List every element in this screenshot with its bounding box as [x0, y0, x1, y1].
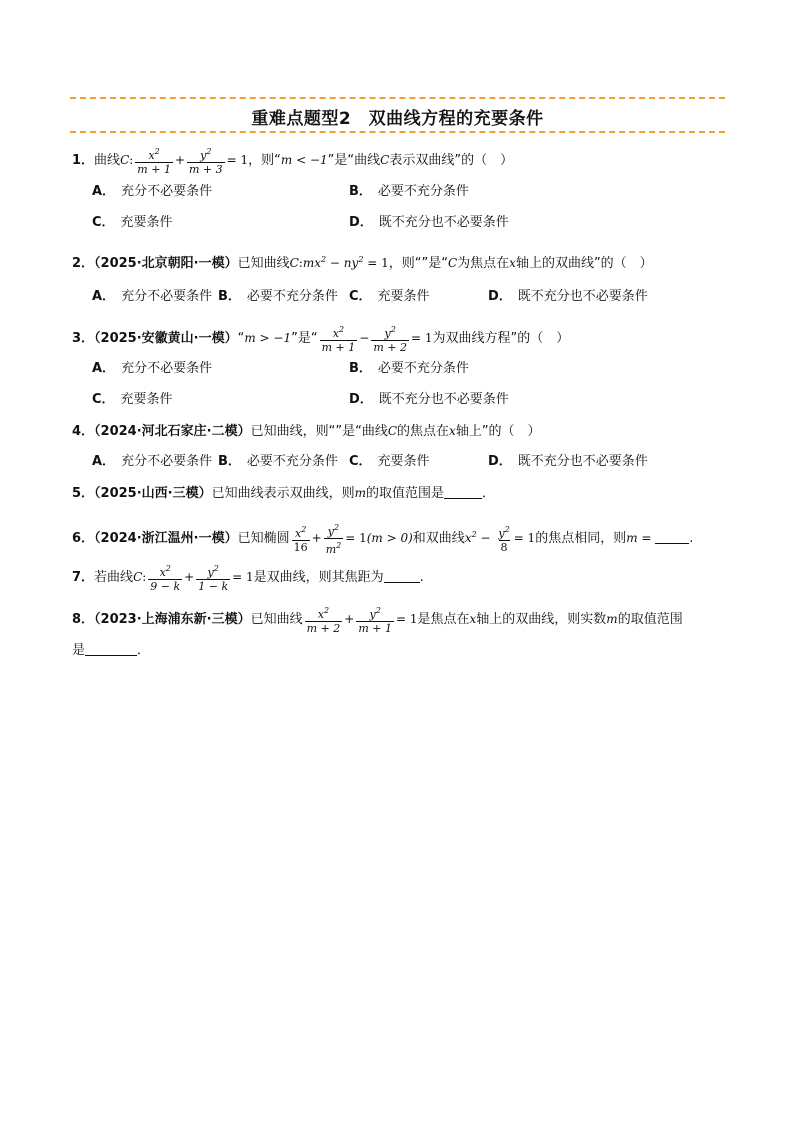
q1-option-b[interactable]: B． 必要不充分条件	[349, 184, 469, 199]
q2-option-c[interactable]: C． 充要条件	[349, 289, 430, 304]
question-3: 3．（2025·安徽黄山·一模）“m > −1”是“ $\frac{x^2}{m + 1}$ − $\frac{y^2}{m + 2}$ = 1为双曲线方程”的（ ）	[72, 325, 570, 354]
question-7: 7．若曲线C: $\frac{x^2}{9 - k}$ + $\frac{y^2}{1 - k}$ = 1是双曲线，则其焦距为 .	[72, 564, 424, 593]
answer-blank-6[interactable]	[655, 531, 689, 544]
answer-blank-8[interactable]	[85, 643, 137, 656]
question-2: 2．（2025·北京朝阳·一模）已知曲线$C:mx^2 - ny^2 = 1$，则“”是“C为焦点在x轴上的双曲线”的（ ）	[72, 255, 653, 271]
q1-option-d[interactable]: D． 既不充分也不必要条件	[349, 215, 509, 230]
q3-option-d[interactable]: D． 既不充分也不必要条件	[349, 392, 509, 407]
q4-option-a[interactable]: A． 充分不必要条件	[92, 454, 213, 469]
q3-option-a[interactable]: A． 充分不必要条件	[92, 361, 213, 376]
q1-option-c[interactable]: C． 充要条件	[92, 215, 173, 230]
q4-option-d[interactable]: D． 既不充分也不必要条件	[488, 454, 648, 469]
q2-option-a[interactable]: A． 充分不必要条件	[92, 289, 213, 304]
question-5: 5．（2025·山西·三模）已知曲线表示双曲线，则m的取值范围是 ．	[72, 486, 496, 501]
question-8-line-2: 是 ．	[72, 643, 151, 658]
q4-option-b[interactable]: B． 必要不充分条件	[218, 454, 338, 469]
question-4: 4．（2024·河北石家庄·二模）已知曲线，则“”是“曲线C的焦点在x轴上”的（ ）	[72, 424, 541, 439]
answer-blank-7[interactable]	[384, 570, 420, 583]
answer-blank-5[interactable]	[444, 486, 482, 499]
title-band	[70, 94, 725, 134]
question-6: 6．（2024·浙江温州·一模）已知椭圆 $\frac{x^2}{16}$ + $\frac{y^2}{m^2}$ = 1(m > 0)和双曲线$x^2$ − $\frac{y^2}{8}$ = 1的焦点相同，则m = .	[72, 523, 694, 556]
q3-option-c[interactable]: C． 充要条件	[92, 392, 173, 407]
q2-option-d[interactable]: D． 既不充分也不必要条件	[488, 289, 648, 304]
bottom-dashed-rule	[70, 131, 725, 133]
question-8: 8．（2023·上海浦东新·三模）已知曲线 $\frac{x^2}{m + 2}$ + $\frac{y^2}{m + 1}$ = 1是焦点在x轴上的双曲线，则实数m的取值范围	[72, 606, 683, 635]
question-1: 1．曲线C: $\frac{x^2}{m + 1}$ + $\frac{y^2}{m + 3}$ = 1，则“m < −1”是“曲线C表示双曲线”的（ ）	[72, 147, 514, 176]
q3-option-b[interactable]: B． 必要不充分条件	[349, 361, 469, 376]
top-dashed-rule	[70, 97, 725, 99]
page-title: 重难点题型2 双曲线方程的充要条件	[251, 109, 544, 129]
q4-option-c[interactable]: C． 充要条件	[349, 454, 430, 469]
q1-option-a[interactable]: A． 充分不必要条件	[92, 184, 213, 199]
q2-option-b[interactable]: B． 必要不充分条件	[218, 289, 338, 304]
